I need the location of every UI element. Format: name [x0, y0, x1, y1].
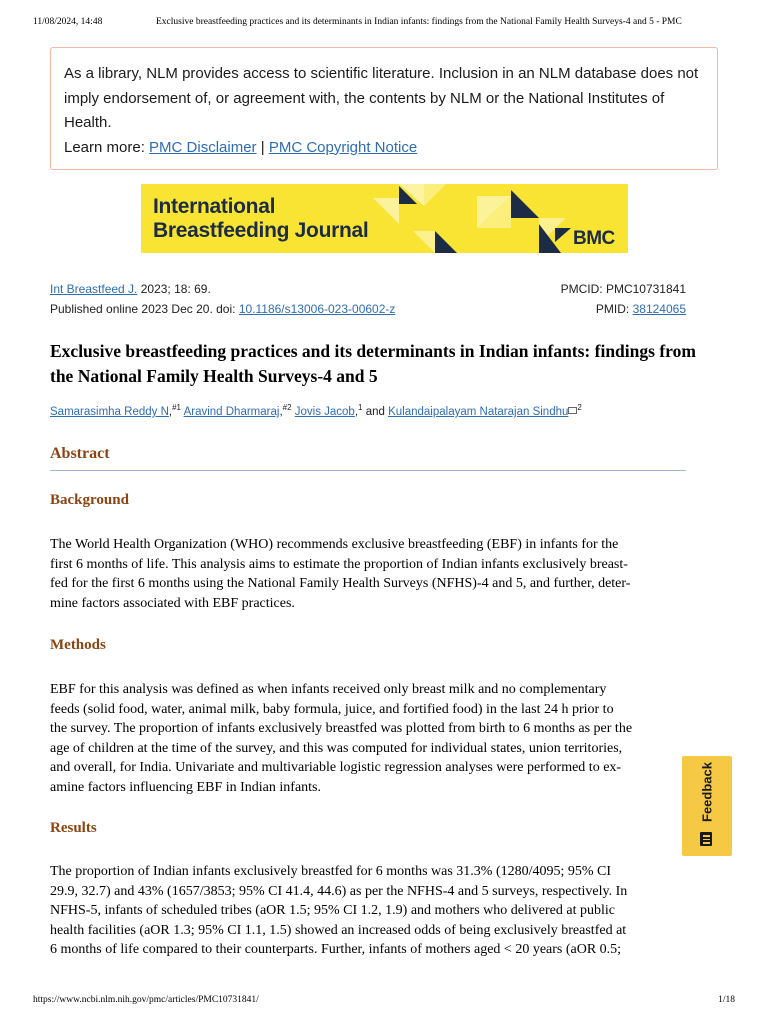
text-line: The proportion of Indian infants exclusively breastfed for 6 months was 31.3% (1280/4095; 95% CI	[50, 864, 612, 879]
abstract-heading: Abstract	[50, 445, 110, 462]
text-line: 6 months of life compared to their counterparts. Further, infants of mothers aged < 20 years (aOR 0.5;	[50, 942, 622, 957]
link-separator: |	[260, 138, 265, 156]
background-paragraph	[50, 535, 686, 613]
text-line: The World Health Organization (WHO) recommends exclusive breastfeeding (EBF) in infants for the	[50, 537, 619, 552]
author-and: and	[365, 405, 385, 418]
notice-learn-more	[64, 136, 704, 161]
text-line: EBF for this analysis was defined as when infants received only breast milk and no complementary	[50, 682, 607, 697]
publication-line	[50, 302, 686, 316]
author-link[interactable]: Kulandaipalayam Natarajan Sindhu	[388, 405, 569, 418]
text-line: the survey. The proportion of infants exclusively breastfed was plotted from birth to 6 months as per the	[50, 721, 633, 736]
text-line: amine factors influencing EBF in Indian infants.	[50, 779, 321, 795]
pmc-copyright-link[interactable]: PMC Copyright Notice	[268, 138, 418, 156]
print-doc-title: Exclusive breastfeeding practices and its determinants in Indian infants: findings from the National Family Health Surveys-4 and 5 - PMC	[156, 17, 682, 27]
journal-title	[153, 195, 368, 243]
citation-details: 2023; 18: 69.	[140, 282, 211, 296]
author-list	[50, 403, 582, 418]
print-timestamp: 11/08/2024, 14:48	[33, 17, 103, 27]
author-separator: ,	[168, 405, 173, 418]
article-title: Exclusive breastfeeding practices and its determinants in Indian infants: findings from the National Family Health Surveys-4 and 5	[50, 341, 696, 386]
notice-text: As a library, NLM provides access to scientific literature. Inclusion in an NLM database does not imply endorsement of, or agreement with, the contents by NLM or the National Institutes of Health.	[64, 65, 699, 131]
author-link[interactable]: Samarasimha Reddy N	[50, 405, 169, 418]
text-line: feeds (solid food, water, animal milk, baby formula, juice, and fortified food) in the last 24 h prior to	[50, 701, 614, 717]
author-affiliation: #2	[282, 403, 292, 412]
feedback-icon	[700, 832, 712, 846]
author-affiliation: 2	[577, 403, 582, 412]
text-line: fed for the first 6 months using the National Family Health Surveys (NFHS)-4 and 5, and further, deter-	[50, 576, 631, 591]
citation-line	[50, 282, 686, 296]
author-link[interactable]: Jovis Jacob	[294, 405, 355, 418]
doi-link[interactable]: 10.1186/s13006-023-00602-z	[238, 302, 396, 316]
results-heading: Results	[50, 820, 97, 836]
journal-link[interactable]: Int Breastfeed J.	[50, 282, 138, 296]
pmcid: PMCID: PMC10731841	[560, 282, 686, 296]
text-line: health facilities (aOR 1.3; 95% CI 1.1, 1.5) showed an increased odds of being exclusively breastfed at	[50, 922, 627, 938]
print-url: https://www.ncbi.nlm.nih.gov/pmc/articles/PMC10731841/	[33, 995, 259, 1005]
learn-more-label: Learn more:	[64, 138, 145, 156]
journal-title-line1: International	[153, 195, 276, 218]
background-heading: Background	[50, 492, 129, 508]
text-line: 29.9, 32.7) and 43% (1657/3853; 95% CI 41.4, 44.6) as per the NFHS-4 and 5 surveys, respectively. In	[50, 883, 628, 899]
results-paragraph	[50, 862, 686, 960]
pmc-disclaimer-link[interactable]: PMC Disclaimer	[149, 138, 257, 156]
journal-banner[interactable]	[141, 184, 628, 253]
author-link[interactable]: Aravind Dharmaraj	[183, 405, 280, 418]
pmid-link[interactable]: 38124065	[632, 302, 686, 316]
pmid	[596, 302, 686, 316]
text-line: and overall, for India. Univariate and multivariable logistic regression analyses were performed to ex-	[50, 760, 622, 775]
feedback-label: Feedback	[699, 762, 715, 822]
bmc-logo: BMC	[573, 228, 615, 249]
feedback-button[interactable]	[682, 756, 732, 856]
text-line: age of children at the time of the survey, and this was computed for individual states, union territories,	[50, 740, 623, 756]
methods-heading: Methods	[50, 637, 106, 653]
abstract-divider	[50, 470, 686, 471]
author-affiliation: 1	[358, 403, 363, 412]
text-line: mine factors associated with EBF practices.	[50, 595, 295, 611]
journal-title-line2: Breastfeeding Journal	[153, 219, 369, 242]
text-line: NFHS-5, infants of scheduled tribes (aOR 1.5; 95% CI 1.2, 1.9) and mothers who delivered at public	[50, 903, 615, 918]
nlm-disclaimer-notice	[50, 47, 718, 170]
author-affiliation: #1	[172, 403, 181, 412]
author-separator: ,	[354, 405, 359, 418]
text-line: first 6 months of life. This analysis aims to estimate the proportion of Indian infants exclusively breast-	[50, 556, 628, 572]
author-separator: ,	[279, 405, 283, 418]
methods-paragraph	[50, 680, 686, 797]
published-date: Published online 2023 Dec 20. doi:	[50, 302, 236, 316]
page-number: 1/18	[718, 995, 735, 1005]
pmid-label: PMID:	[595, 302, 630, 316]
